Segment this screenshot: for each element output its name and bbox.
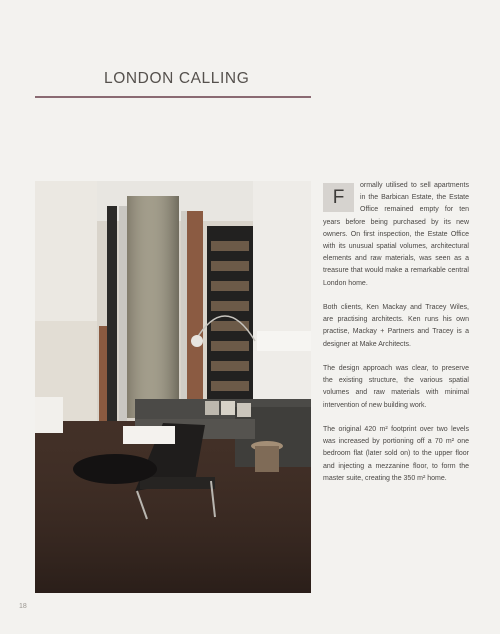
page-title: LONDON CALLING xyxy=(104,70,250,87)
page-number: 18 xyxy=(19,603,27,610)
title-rule xyxy=(35,96,311,98)
interior-photo xyxy=(35,181,311,593)
article-paragraph: ormally utilised to sell apartments in the Barbican Estate, the Estate Office remained empty for ten years before being purchased by its new owners. On first inspection, the Estate Office with its unusual spatial volumes, architectural elements and raw materials, was seen as a treasure that would make a remarkable central London home. xyxy=(323,182,469,287)
article-paragraph: Both clients, Ken Mackay and Tracey Wiles, are practising architects. Ken runs his own practise, Mackay + Partners and Tracey is a designer at Make Architects. xyxy=(323,304,469,348)
dropcap xyxy=(323,183,354,212)
article-paragraph: The design approach was clear, to preserve the existing structure, the various spatial volumes and raw materials with minimal intervention of new building work. xyxy=(323,365,469,409)
article-paragraph: The original 420 m² footprint over two levels was increased by portioning off a 70 m² one bedroom flat (later sold on) to the upper floor and injecting a mezzanine floor, to form the master suite, creating the 350 m² home. xyxy=(323,426,469,482)
dropcap-letter: F xyxy=(332,187,345,208)
article-text xyxy=(323,180,469,497)
